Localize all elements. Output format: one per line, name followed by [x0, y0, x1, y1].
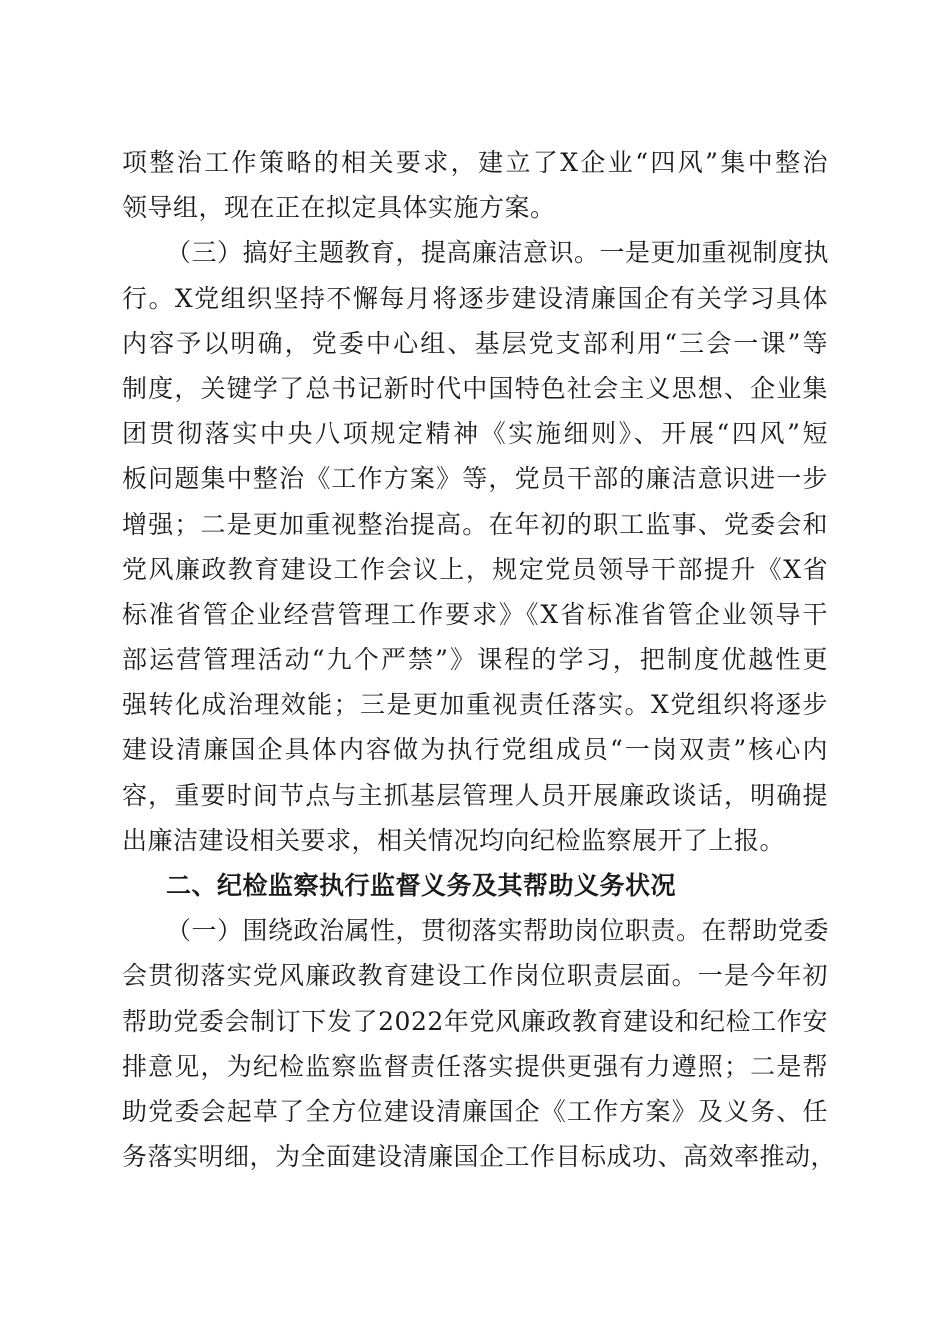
paragraph-line: 板问题集中整治《工作方案》等，党员干部的廉洁意识进一步: [122, 464, 828, 494]
paragraph-line: 助党委会起草了全方位建设清廉国企《工作方案》及义务、任: [122, 1096, 828, 1126]
paragraph-line: 领导组，现在正在拟定具体实施方案。: [122, 193, 556, 223]
paragraph-line: 容，重要时间节点与主抓基层管理人员开展廉政谈话，明确提: [122, 780, 828, 810]
paragraph-line: 党风廉政教育建设工作会议上，规定党员领导干部提升《X省: [122, 554, 828, 584]
paragraph-line: 务落实明细，为全面建设清廉国企工作目标成功、高效率推动，: [122, 1142, 837, 1172]
document-body: [122, 140, 837, 1179]
paragraph-line: 出廉洁建设相关要求，相关情况均向纪检监察展开了上报。: [122, 825, 786, 855]
subsection-1-lead-line: （一）围绕政治属性，贯彻落实帮助岗位职责。在帮助党委: [166, 916, 830, 946]
paragraph-line: 会贯彻落实党风廉政教育建设工作岗位职责层面。一是今年初: [122, 961, 828, 991]
paragraph-line: 行。X党组织坚持不懈每月将逐步建设清廉国企有关学习具体: [122, 283, 828, 313]
paragraph-line: 团贯彻落实中央八项规定精神《实施细则》、开展“四风”短: [122, 419, 828, 449]
section-heading: 二、纪检监察执行监督义务及其帮助义务状况: [166, 871, 677, 900]
paragraph-line: 排意见，为纪检监察监督责任落实提供更强有力遵照；二是帮: [122, 1051, 828, 1081]
paragraph-line: 建设清廉国企具体内容做为执行党组成员“一岗双责”核心内: [122, 735, 828, 765]
paragraph-line: 制度，关键学了总书记新时代中国特色社会主义思想、企业集: [122, 373, 828, 403]
paragraph-line: 帮助党委会制订下发了2022年党风廉政教育建设和纪检工作安: [122, 1006, 828, 1036]
paragraph-line: 项整治工作策略的相关要求，建立了X企业“四风”集中整治: [122, 148, 828, 177]
paragraph-line: 增强；二是更加重视整治提高。在年初的职工监事、党委会和: [122, 509, 828, 539]
paragraph-line: 内容予以明确，党委中心组、基层党支部利用“三会一课”等: [122, 328, 828, 358]
paragraph-line: 部运营管理活动“九个严禁”》课程的学习，把制度优越性更: [122, 645, 828, 675]
paragraph-line: 标准省管企业经营管理工作要求》《X省标准省管企业领导干: [122, 599, 828, 629]
section-3-lead-line: （三）搞好主题教育，提高廉洁意识。一是更加重视制度执: [166, 238, 830, 268]
paragraph-line: 强转化成治理效能；三是更加重视责任落实。X党组织将逐步: [122, 690, 828, 720]
